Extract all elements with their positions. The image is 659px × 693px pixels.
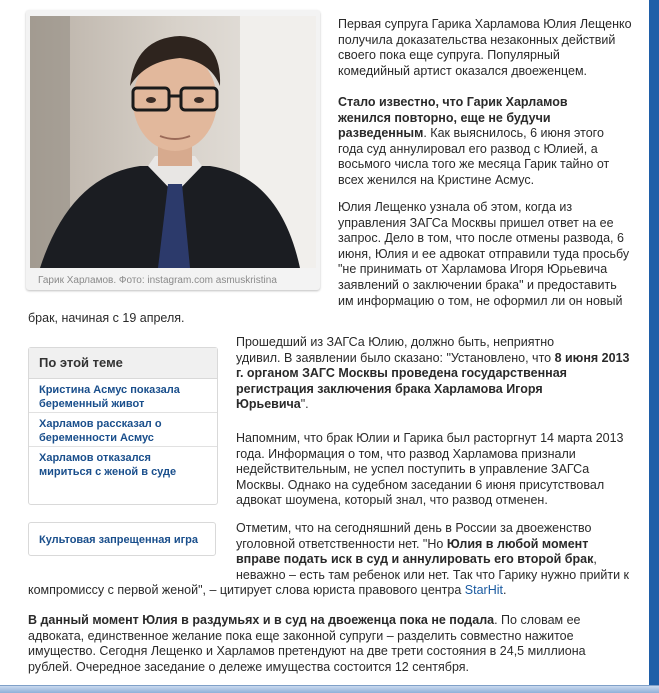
text-line: им информацию о том, не оформил ли он новый bbox=[338, 293, 623, 308]
article-photo-card bbox=[26, 10, 320, 290]
paragraph-zags-request-tail bbox=[28, 311, 185, 327]
photo-caption: Гарик Харламов. Фото: instagram.com asmuskristina bbox=[38, 275, 277, 286]
text-line: комедийный артист оказался двоеженцем. bbox=[338, 63, 588, 78]
text-line: Напомним, что брак Юлии и Гарика был расторгнут 14 марта 2013 bbox=[236, 431, 624, 445]
related-topics-title: По этой теме bbox=[29, 348, 217, 379]
text-line: Юлия Лещенко узнала об этом, когда из bbox=[338, 200, 573, 214]
article-photo[interactable] bbox=[30, 16, 316, 268]
paragraph-zags-answer bbox=[236, 335, 630, 413]
text-line: своего пока еще супруга. Популярный bbox=[338, 48, 560, 63]
related-link[interactable]: Харламов отказался мириться с женой в суде bbox=[39, 452, 177, 478]
text-line: управления ЗАГСа Москвы пришел ответ на ее bbox=[338, 215, 614, 230]
text-line: года. Информация о том, что развод Харламова признали bbox=[236, 446, 576, 461]
text-line: получила доказательства незаконных действий bbox=[338, 32, 616, 47]
bold-quote: Юрьевича bbox=[236, 397, 301, 412]
text-line: заявлений о заключении брака" и предоставить bbox=[338, 277, 617, 292]
text-line: адвоката, единственное желание пока еще законной супруги – разделить совместно нажитое bbox=[28, 628, 574, 643]
bold-lead: женился повторно, еще не будучи bbox=[338, 110, 551, 125]
text-fragment: уголовной ответственности нет. "Но bbox=[236, 536, 447, 551]
paragraph-law-tail bbox=[28, 583, 506, 599]
bold-quote: регистрация заключения брака Харламова Игоря bbox=[236, 381, 543, 396]
paragraph-remarried bbox=[338, 95, 609, 189]
text-fragment: , bbox=[593, 552, 597, 567]
text-line: восьмого числа того же месяца Гарик тайно от bbox=[338, 157, 610, 172]
text-line: "не принимать от Харламова Игоря Юрьевича bbox=[338, 262, 608, 277]
text-line: июня, Юлия и ее адвокат отправили туда просьбу bbox=[338, 246, 630, 261]
paragraph-law bbox=[236, 521, 629, 583]
bold-lead: В данный момент Юлия в раздумьях и в суд на двоеженца пока не подала bbox=[28, 613, 495, 627]
text-fragment: . Как выяснилось, 6 июня этого bbox=[423, 126, 604, 141]
window-frame-right bbox=[649, 0, 659, 692]
text-line: адвокат шоумена, который знал, что развод отменен. bbox=[236, 493, 548, 508]
text-line: недействительным, не успел поступить в управление ЗАГСа bbox=[236, 462, 590, 477]
paragraph-zags-request bbox=[338, 200, 629, 309]
text-fragment: компромиссу с первой женой", – цитирует слова юриста правового центра bbox=[28, 583, 465, 597]
bold-quote: вправе подать иск в суд и аннулировать его второй брак bbox=[236, 552, 594, 567]
text-line: Москвы. Однако на судебном заседании 6 июня присутствовал bbox=[236, 477, 605, 492]
text-line: Первая супруга Гарика Харламова Юлия Лещенко bbox=[338, 17, 632, 31]
text-fragment: . bbox=[503, 583, 507, 597]
text-line: Отметим, что на сегодняшний день в России за двоеженство bbox=[236, 521, 592, 535]
paragraph-divorce-info bbox=[236, 431, 624, 509]
paragraph-intro bbox=[338, 17, 632, 79]
text-line: неважно – есть там ребенок или нет. Так что Гарику нужно прийти к bbox=[236, 567, 630, 582]
text-fragment: ". bbox=[300, 397, 309, 412]
text-line: года суд аннулировал его развод с Юлией, а bbox=[338, 141, 598, 156]
text-line: всех женился на Кристине Асмус. bbox=[338, 172, 535, 187]
related-topics-box bbox=[28, 347, 218, 505]
text-line: запрос. Дело в том, что после отмены развода, 6 bbox=[338, 231, 624, 246]
text-fragment: . По словам ее bbox=[494, 613, 581, 627]
related-link[interactable]: Кристина Асмус показала беременный живот bbox=[29, 379, 217, 413]
text-line: рублей. Очередное заседание о дележе имущества состоится 12 сентября. bbox=[28, 659, 470, 674]
bold-quote: 8 июня 2013 bbox=[554, 350, 630, 365]
text-line: имущество. Сегодня Лещенко и Харламов претендуют на две трети состояния в 24,5 миллиона bbox=[28, 644, 586, 659]
bold-quote: г. органом ЗАГС Москвы проведена государственная bbox=[236, 366, 567, 381]
text-line: брак, начиная с 19 апреля. bbox=[28, 311, 185, 325]
promo-link[interactable]: Культовая запрещенная игра bbox=[28, 522, 216, 556]
starhit-link[interactable]: StarHit bbox=[464, 583, 503, 597]
text-fragment: удивил. В заявлении было сказано: "Установлено, что bbox=[236, 350, 555, 365]
paragraph-current-status bbox=[28, 613, 586, 675]
related-link[interactable]: Харламов рассказал о беременности Асмус bbox=[29, 413, 217, 447]
bold-quote: Юлия в любой момент bbox=[446, 536, 589, 551]
bold-lead: Стало известно, что Гарик Харламов bbox=[338, 95, 568, 109]
text-line: Прошедший из ЗАГСа Юлию, должно быть, неприятно bbox=[236, 335, 555, 349]
bold-lead: разведенным bbox=[338, 126, 424, 141]
